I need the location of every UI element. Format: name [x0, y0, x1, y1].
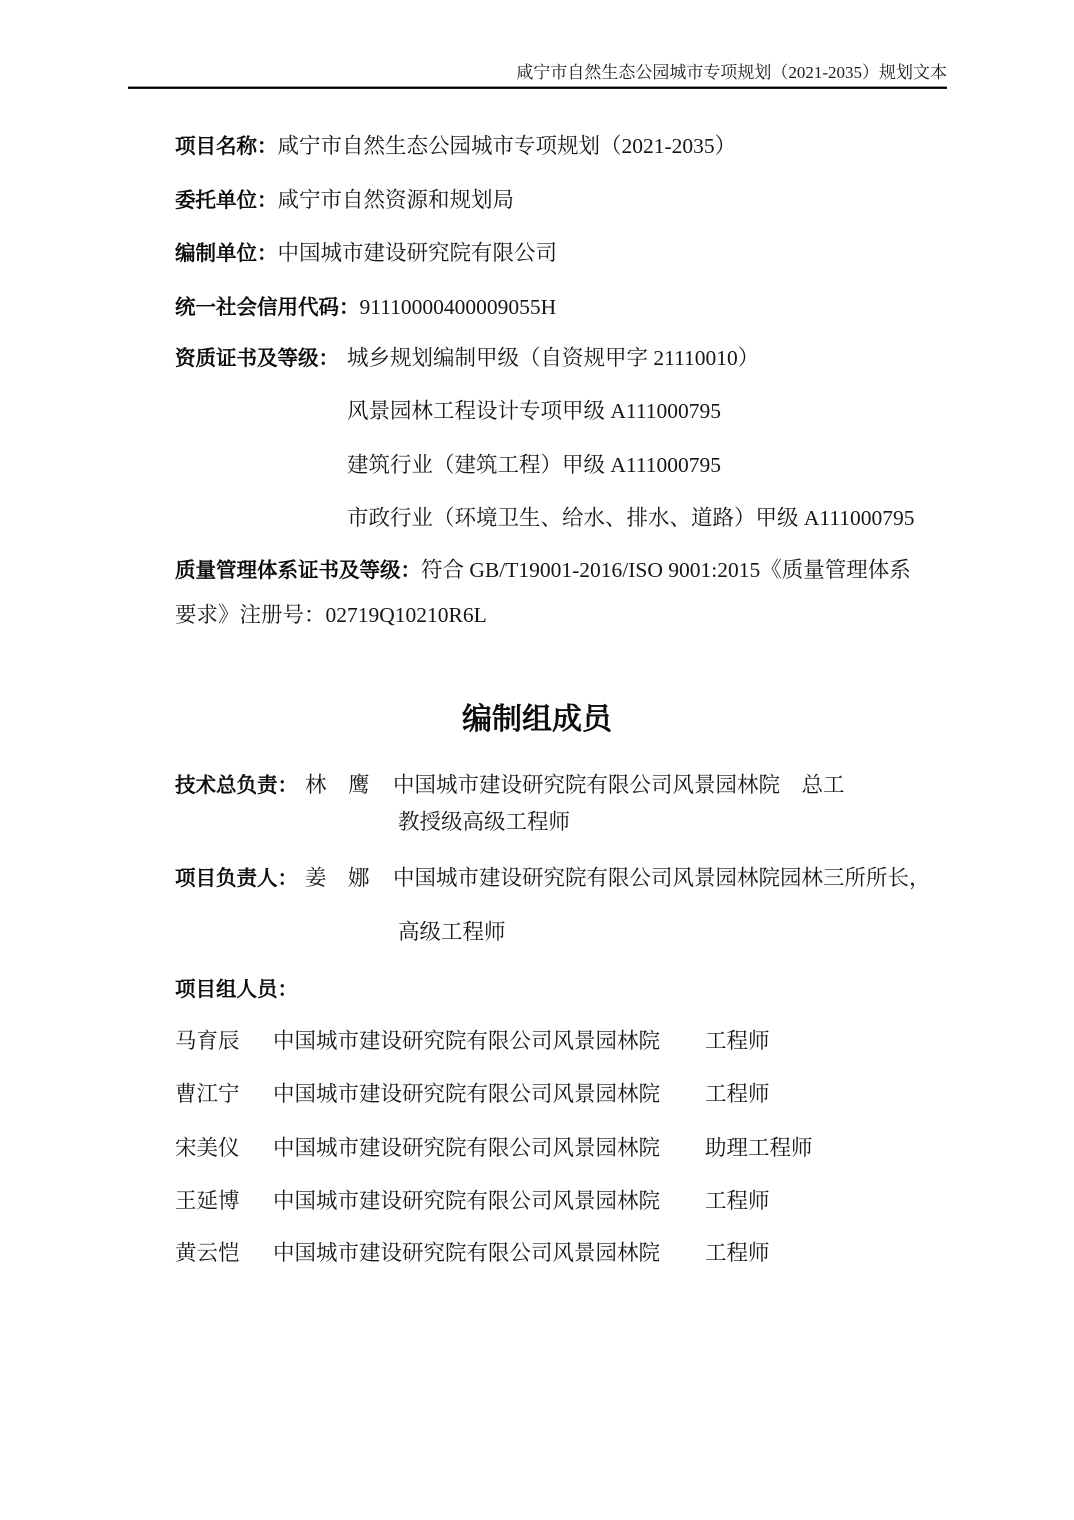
member-title: 工程师: [705, 1029, 770, 1053]
member-title: 助理工程师: [705, 1136, 813, 1160]
qualification-line-4: 市政行业（环境卫生、给水、排水、道路）甲级 A111000795: [347, 506, 915, 530]
member-row: [0, 1189, 1074, 1215]
member-name: 宋美仪: [175, 1136, 240, 1160]
member-org: 中国城市建设研究院有限公司风景园林院: [273, 1029, 661, 1053]
member-org: 中国城市建设研究院有限公司风景园林院: [273, 1136, 661, 1160]
tech-lead-label: 技术总负责：: [175, 774, 298, 797]
qualification-line-2: 风景园林工程设计专项甲级 A111000795: [347, 399, 722, 423]
qualification-value-1: 城乡规划编制甲级（自资规甲字 21110010）: [347, 346, 760, 370]
client-value: 咸宁市自然资源和规划局: [277, 188, 515, 212]
credit-code-value: 91110000400009055H: [359, 295, 557, 319]
project-name-value: 咸宁市自然生态公园城市专项规划（2021-2035）: [277, 134, 737, 158]
member-row: [0, 1136, 1074, 1162]
member-title: 工程师: [705, 1082, 770, 1106]
tech-lead-name: 林 鹰: [305, 773, 370, 797]
member-row: [0, 1241, 1074, 1267]
compiler-value: 中国城市建设研究院有限公司: [277, 241, 558, 265]
credit-code-line: [175, 295, 556, 320]
running-header-title: 咸宁市自然生态公园城市专项规划（2021-2035）规划文本: [516, 63, 947, 82]
qualification-line-3: 建筑行业（建筑工程）甲级 A111000795: [347, 453, 722, 477]
member-name: 王延博: [175, 1189, 240, 1213]
client-label: 委托单位：: [175, 189, 278, 212]
quality-cert-label: 质量管理体系证书及等级：: [175, 559, 421, 582]
compiler-line: [175, 241, 557, 266]
member-name: 曹江宁: [175, 1082, 240, 1106]
project-name-line: [175, 134, 736, 159]
member-title: 工程师: [705, 1189, 770, 1213]
header-rule: [128, 86, 947, 87]
project-lead-label: 项目负责人：: [175, 867, 298, 890]
quality-cert-line-2: 要求》注册号：02719Q10210R6L: [175, 603, 487, 627]
client-line: [175, 188, 514, 213]
project-lead-desc: 中国城市建设研究院有限公司风景园林院园林三所所长，: [393, 866, 931, 890]
members-label: 项目组人员：: [175, 978, 298, 1001]
qualification-line-1: [175, 346, 759, 371]
credit-code-label: 统一社会信用代码：: [175, 296, 360, 319]
tech-lead-desc: 中国城市建设研究院有限公司风景园林院 总工: [393, 773, 845, 797]
project-lead-desc2: 高级工程师: [398, 920, 506, 944]
project-name-label: 项目名称：: [175, 135, 278, 158]
quality-cert-value-1: 符合 GB/T19001-2016/ISO 9001:2015《质量管理体系: [421, 558, 911, 582]
member-row: [0, 1082, 1074, 1108]
member-org: 中国城市建设研究院有限公司风景园林院: [273, 1082, 661, 1106]
member-org: 中国城市建设研究院有限公司风景园林院: [273, 1241, 661, 1265]
tech-lead-desc2: 教授级高级工程师: [398, 810, 571, 834]
qualification-label: 资质证书及等级：: [175, 347, 339, 370]
project-lead-name: 姜 娜: [305, 866, 370, 890]
quality-cert-line-1: [175, 558, 911, 583]
compiler-label: 编制单位：: [175, 242, 278, 265]
member-name: 黄云恺: [175, 1241, 240, 1265]
member-title: 工程师: [705, 1241, 770, 1265]
member-org: 中国城市建设研究院有限公司风景园林院: [273, 1189, 661, 1213]
member-name: 马育辰: [175, 1029, 240, 1053]
member-row: [0, 1029, 1074, 1055]
team-section-heading: 编制组成员: [462, 703, 612, 736]
